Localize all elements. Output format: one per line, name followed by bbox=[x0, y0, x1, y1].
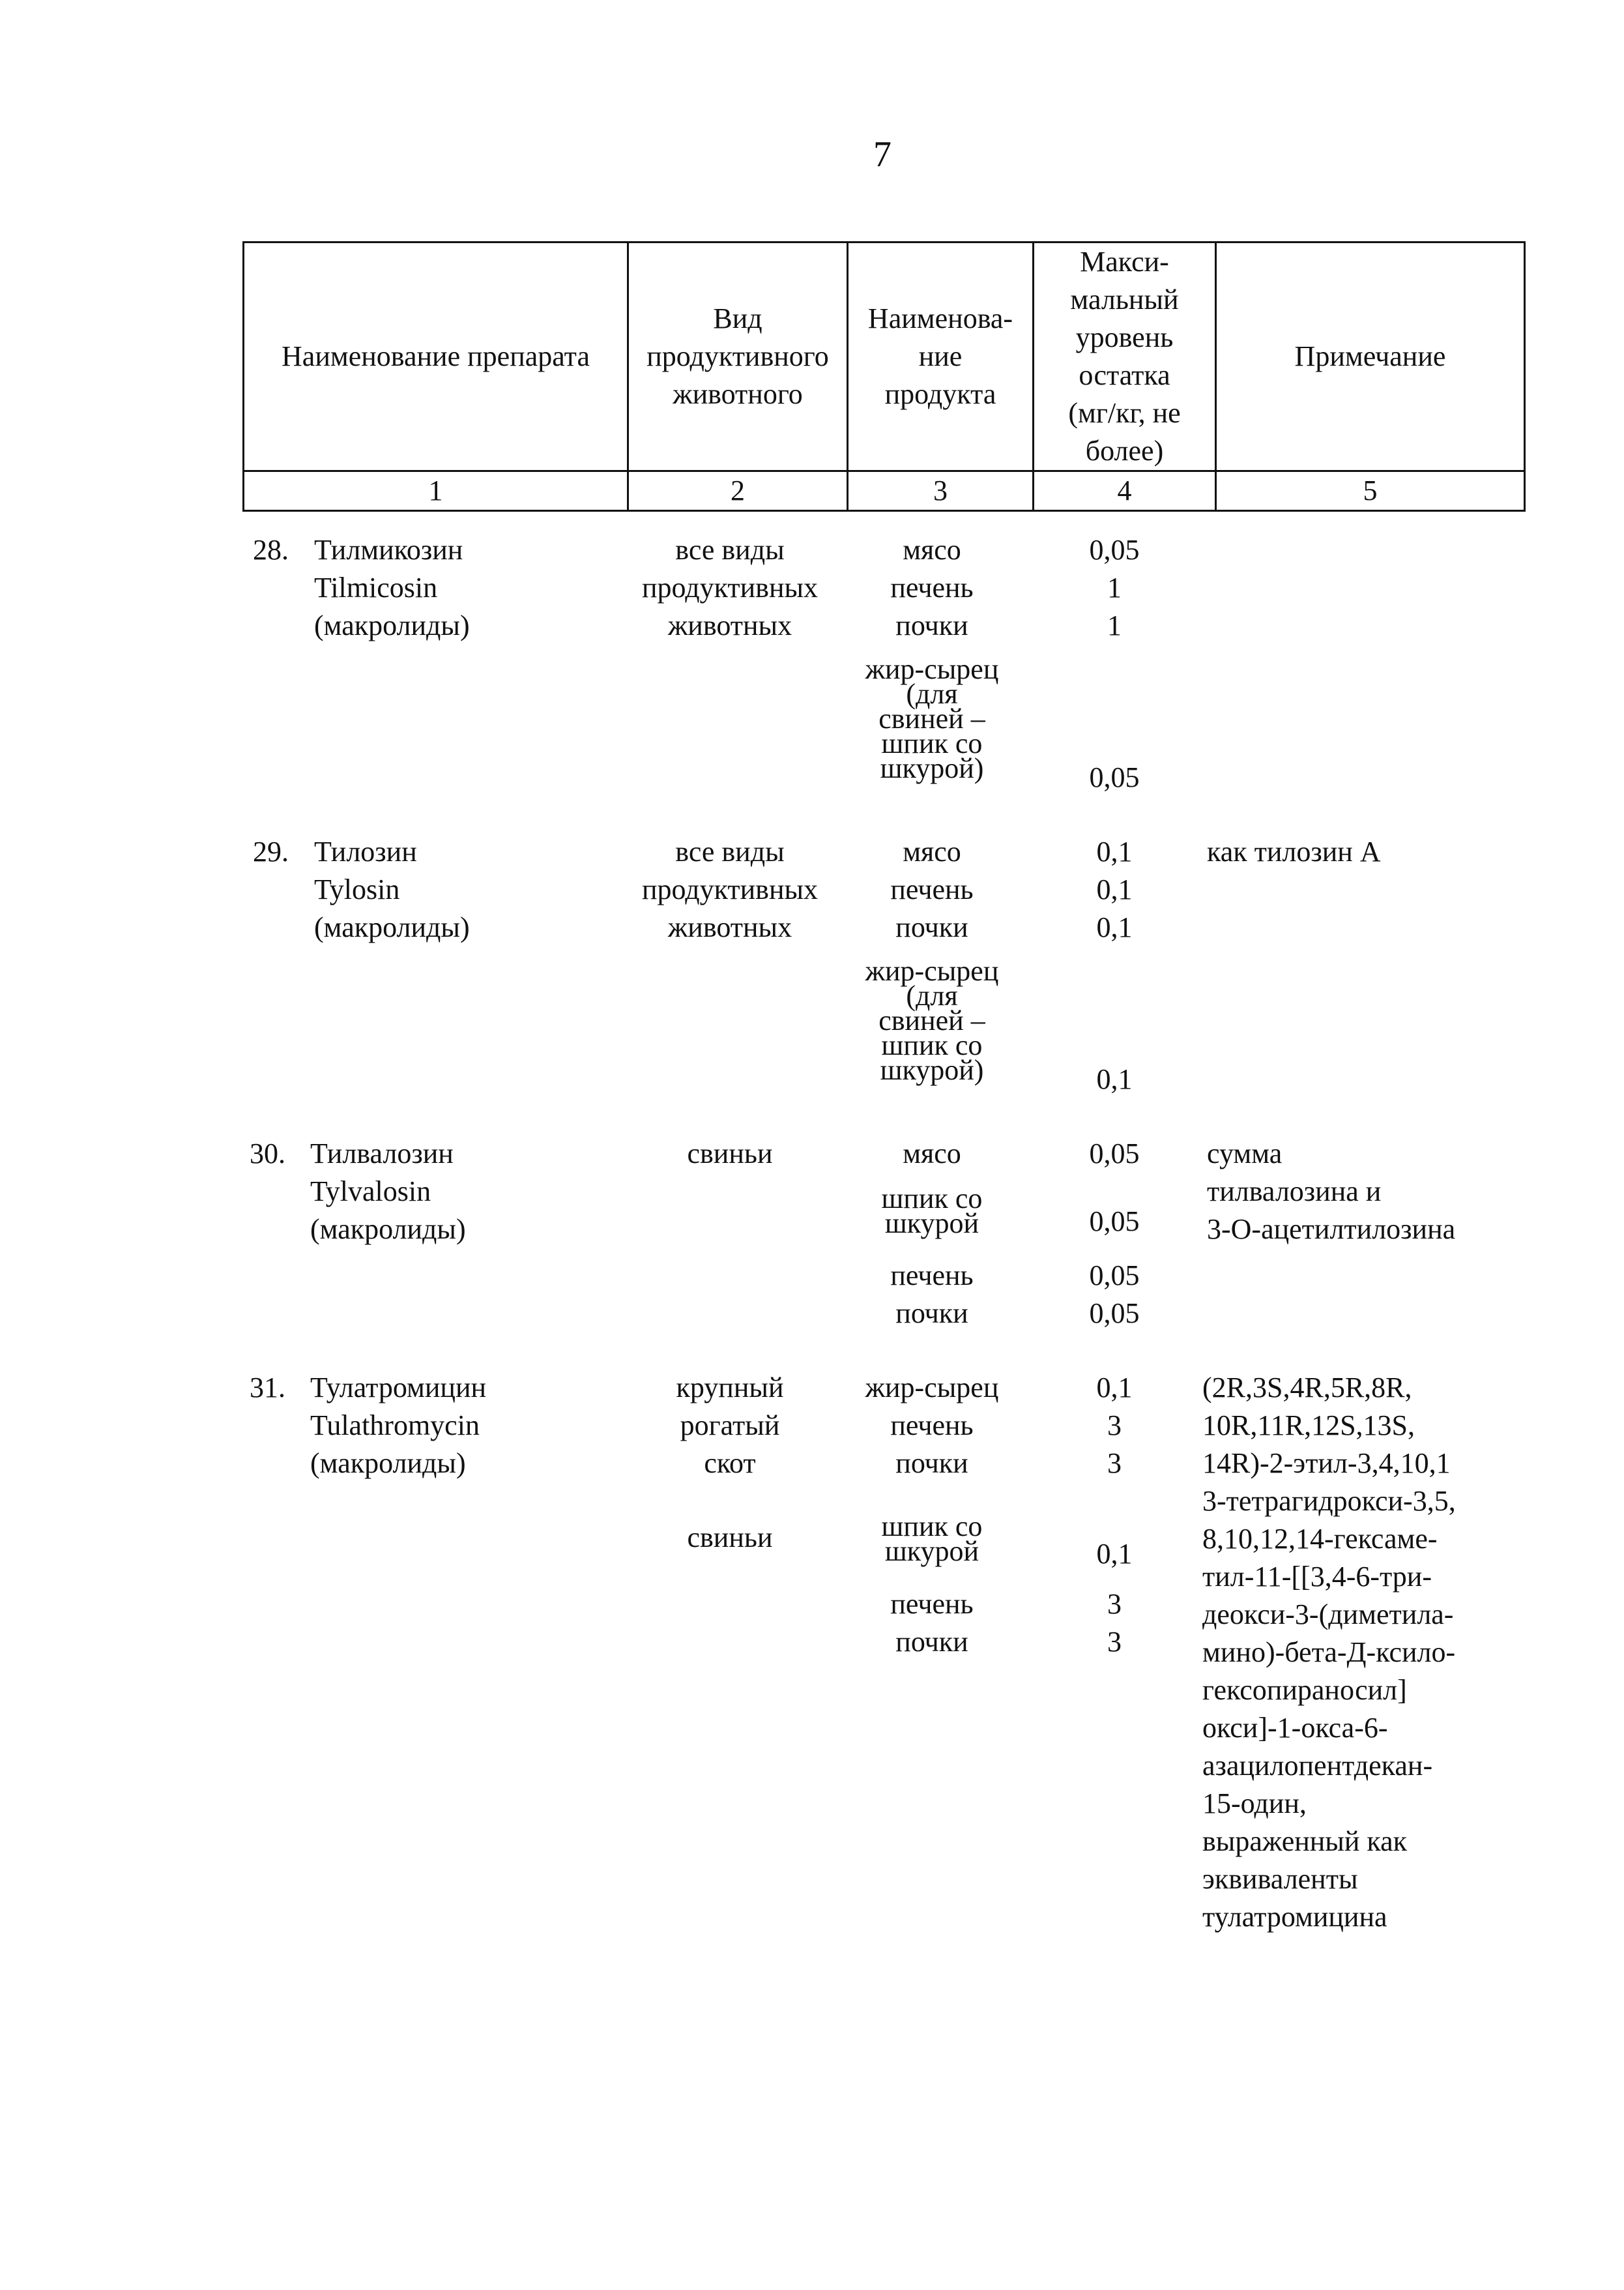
drug-name-ru: Тилмикозин bbox=[314, 534, 463, 566]
table-header bbox=[242, 241, 1526, 512]
header-num-5: 5 bbox=[1216, 471, 1525, 511]
product: мясо bbox=[903, 836, 961, 868]
entry-number: 31. bbox=[250, 1372, 285, 1403]
max-residue-value: 1 bbox=[1107, 609, 1122, 641]
max-residue-value: 0,1 bbox=[1096, 836, 1133, 868]
note: как тилозин А bbox=[1207, 836, 1381, 868]
max-residue-value: 3 bbox=[1107, 1409, 1122, 1441]
product: жир-сырец bbox=[865, 1372, 999, 1403]
product: печень bbox=[890, 572, 974, 604]
product: шпик со шкурой bbox=[881, 1510, 983, 1567]
header-col-1: Наименование препарата bbox=[244, 242, 628, 471]
drug-group: (макролиды) bbox=[314, 911, 470, 943]
max-residue-value: 3 bbox=[1107, 1588, 1122, 1620]
animal-type: свиньи bbox=[687, 1138, 773, 1169]
product-fat: жир-сырец (для свиней – шпик со шкурой) bbox=[865, 653, 999, 784]
animal-type: крупный рогатый скот bbox=[676, 1372, 784, 1479]
header-num-3: 3 bbox=[848, 471, 1034, 511]
entry-number: 29. bbox=[253, 836, 289, 868]
animal-type: все виды продуктивных животных bbox=[641, 534, 819, 641]
product: почки bbox=[895, 1626, 968, 1658]
product-fat: жир-сырец (для свиней – шпик со шкурой) bbox=[865, 955, 999, 1086]
entry-number: 30. bbox=[250, 1138, 285, 1169]
product: почки bbox=[895, 1297, 968, 1329]
max-residue-value: 0,05 bbox=[1089, 761, 1140, 793]
drug-name-lat: Tulathromycin bbox=[310, 1409, 480, 1441]
product: печень bbox=[890, 1588, 974, 1620]
max-residue-value: 0,1 bbox=[1096, 911, 1133, 943]
product: мясо bbox=[903, 534, 961, 566]
page-number: 7 bbox=[873, 134, 892, 175]
drug-name-lat: Tylvalosin bbox=[310, 1175, 431, 1207]
drug-group: (макролиды) bbox=[310, 1447, 466, 1479]
product: почки bbox=[895, 911, 968, 943]
header-col-2: Вид продуктивного животного bbox=[628, 242, 848, 471]
max-residue-value: 3 bbox=[1107, 1626, 1122, 1658]
drug-group: (макролиды) bbox=[310, 1213, 466, 1245]
header-col-5: Примечание bbox=[1216, 242, 1525, 471]
max-residue-value: 0,1 bbox=[1096, 1372, 1133, 1403]
header-col-3: Наименова- ние продукта bbox=[848, 242, 1034, 471]
max-residue-value: 3 bbox=[1107, 1447, 1122, 1479]
product: печень bbox=[890, 1259, 974, 1291]
header-num-2: 2 bbox=[628, 471, 848, 511]
product: почки bbox=[895, 609, 968, 641]
max-residue-value: 0,1 bbox=[1096, 873, 1133, 905]
product: почки bbox=[895, 1447, 968, 1479]
header-num-4: 4 bbox=[1034, 471, 1216, 511]
max-residue-value: 0,05 bbox=[1089, 1259, 1140, 1291]
animal-type: все виды продуктивных животных bbox=[641, 836, 819, 943]
max-residue-value: 0,05 bbox=[1089, 1138, 1140, 1169]
product: шпик со шкурой bbox=[881, 1182, 983, 1239]
header-col-4: Макси- мальный уровень остатка (мг/кг, не более) bbox=[1034, 242, 1216, 471]
drug-name-ru: Тилвалозин bbox=[310, 1138, 454, 1169]
product: печень bbox=[890, 1409, 974, 1441]
product: мясо bbox=[903, 1138, 961, 1169]
drug-name-lat: Tilmicosin bbox=[314, 572, 438, 604]
max-residue-value: 0,1 bbox=[1096, 1538, 1133, 1570]
entry-number: 28. bbox=[253, 534, 289, 566]
max-residue-value: 0,05 bbox=[1089, 534, 1140, 566]
drug-group: (макролиды) bbox=[314, 609, 470, 641]
drug-name-ru: Тулатромицин bbox=[310, 1372, 487, 1403]
max-residue-value: 1 bbox=[1107, 572, 1122, 604]
max-residue-value: 0,1 bbox=[1096, 1063, 1133, 1095]
drug-name-lat: Tylosin bbox=[314, 873, 400, 905]
max-residue-value: 0,05 bbox=[1089, 1297, 1140, 1329]
header-num-1: 1 bbox=[244, 471, 628, 511]
note: (2R,3S,4R,5R,8R, 10R,11R,12S,13S, 14R)-2-этил-3,4,10,1 3-тетрагидрокси-3,5, 8,10,12,14-гексаме- тил-11-[[3,4-6-три- деокси-3-(диметила- мино)-бета-Д-ксило- гексопираносил] окси]-1-окса-6- азацилопентдекан- 15-один, выраженный как эквиваленты тулатромицина bbox=[1202, 1372, 1456, 1933]
note: сумма тилвалозина и 3-О-ацетилтилозина bbox=[1207, 1138, 1456, 1245]
max-residue-value: 0,05 bbox=[1089, 1205, 1140, 1237]
animal-type: свиньи bbox=[687, 1521, 773, 1553]
product: печень bbox=[890, 873, 974, 905]
drug-name-ru: Тилозин bbox=[314, 836, 417, 868]
